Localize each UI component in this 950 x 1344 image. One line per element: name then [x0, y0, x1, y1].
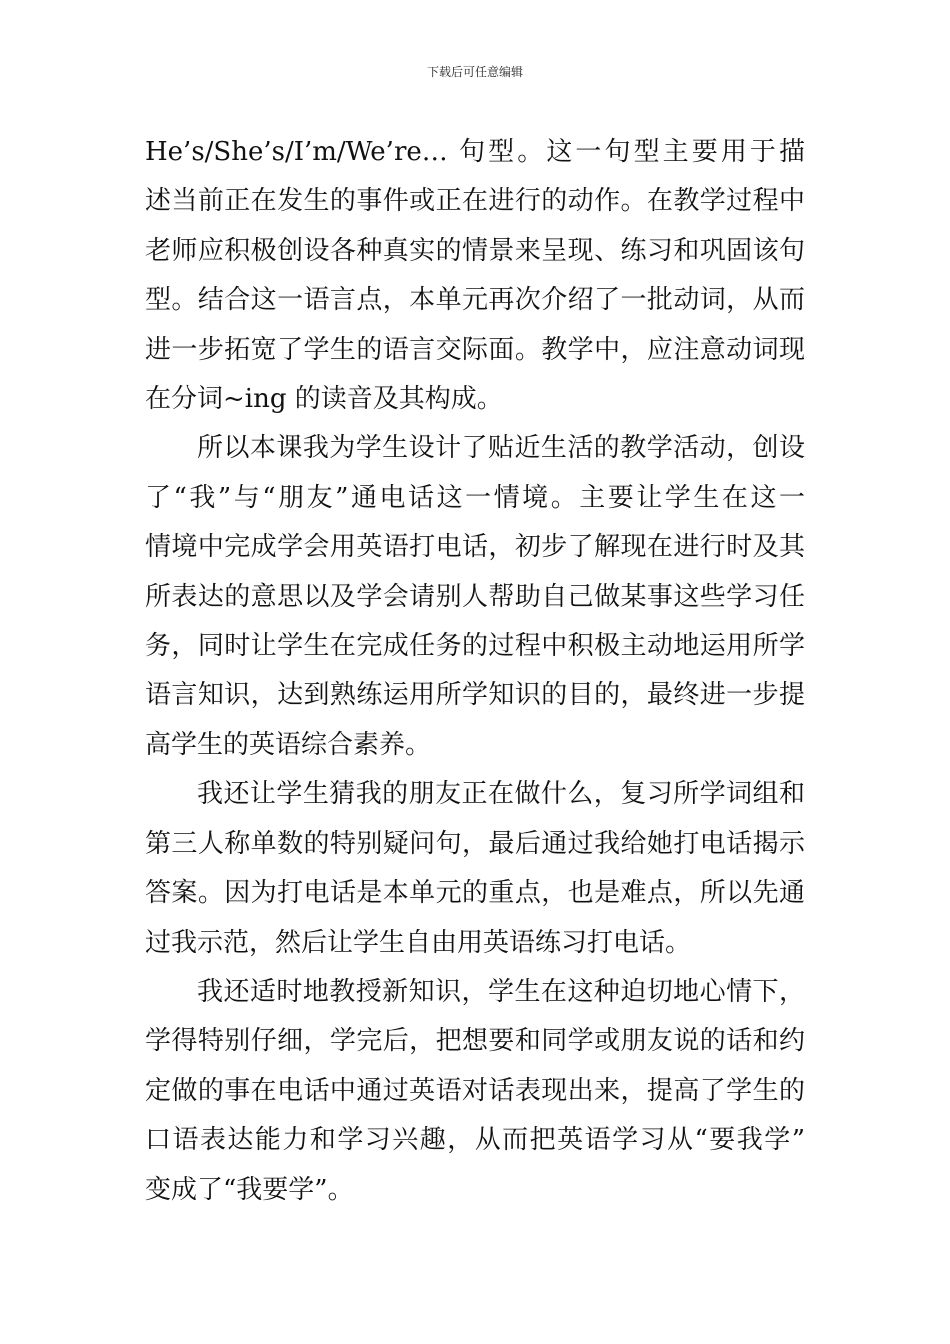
page-header: 下载后可任意编辑: [426, 65, 523, 79]
text-line: 过我示范，然后让学生自由用英语练习打电话。: [145, 927, 692, 958]
text-line: 所以本课我为学生设计了贴近生活的教学活动，创设: [197, 433, 805, 464]
text-line: 所表达的意思以及学会请别人帮助自己做某事这些学习任: [145, 581, 805, 612]
document-body: [145, 128, 805, 1215]
text-line: 第三人称单数的特别疑问句，最后通过我给她打电话揭示: [145, 828, 805, 859]
text-line: 情境中完成学会用英语打电话，初步了解现在进行时及其: [145, 532, 805, 563]
paragraph: [145, 968, 805, 1215]
text-line: 高学生的英语综合素养。: [145, 729, 432, 760]
text-line: 学得特别仔细，学完后，把想要和同学或朋友说的话和约: [145, 1026, 805, 1057]
paragraph: [145, 424, 805, 770]
text-line: He’s/She’s/I’m/We’re… 句型。这一句型主要用于描: [145, 137, 805, 167]
text-line: 定做的事在电话中通过英语对话表现出来，提高了学生的: [145, 1075, 805, 1106]
paragraph: [145, 770, 805, 968]
text-line: 我还适时地教授新知识，学生在这种迫切地心情下，: [197, 976, 805, 1007]
text-line: 口语表达能力和学习兴趣，从而把英语学习从“要我学”: [145, 1125, 805, 1156]
text-line: 了“我”与“朋友”通电话这一情境。主要让学生在这一: [145, 482, 805, 513]
text-line: 进一步拓宽了学生的语言交际面。教学中，应注意动词现: [145, 334, 805, 365]
text-line: 务，同时让学生在完成任务的过程中积极主动地运用所学: [145, 631, 805, 662]
text-line: 述当前正在发生的事件或正在进行的动作。在教学过程中: [145, 186, 805, 217]
text-line: 语言知识，达到熟练运用所学知识的目的，最终进一步提: [145, 680, 805, 711]
text-line: 答案。因为打电话是本单元的重点，也是难点，所以先通: [145, 878, 805, 909]
text-line: 变成了“我要学”。: [145, 1174, 354, 1205]
paragraph: [145, 128, 805, 424]
text-line: 在分词~ing 的读音及其构成。: [145, 384, 503, 415]
text-line: 老师应积极创设各种真实的情景来呈现、练习和巩固该句: [145, 235, 805, 266]
text-line: 我还让学生猜我的朋友正在做什么，复习所学词组和: [197, 779, 805, 810]
text-line: 型。结合这一语言点，本单元再次介绍了一批动词，从而: [145, 285, 805, 316]
